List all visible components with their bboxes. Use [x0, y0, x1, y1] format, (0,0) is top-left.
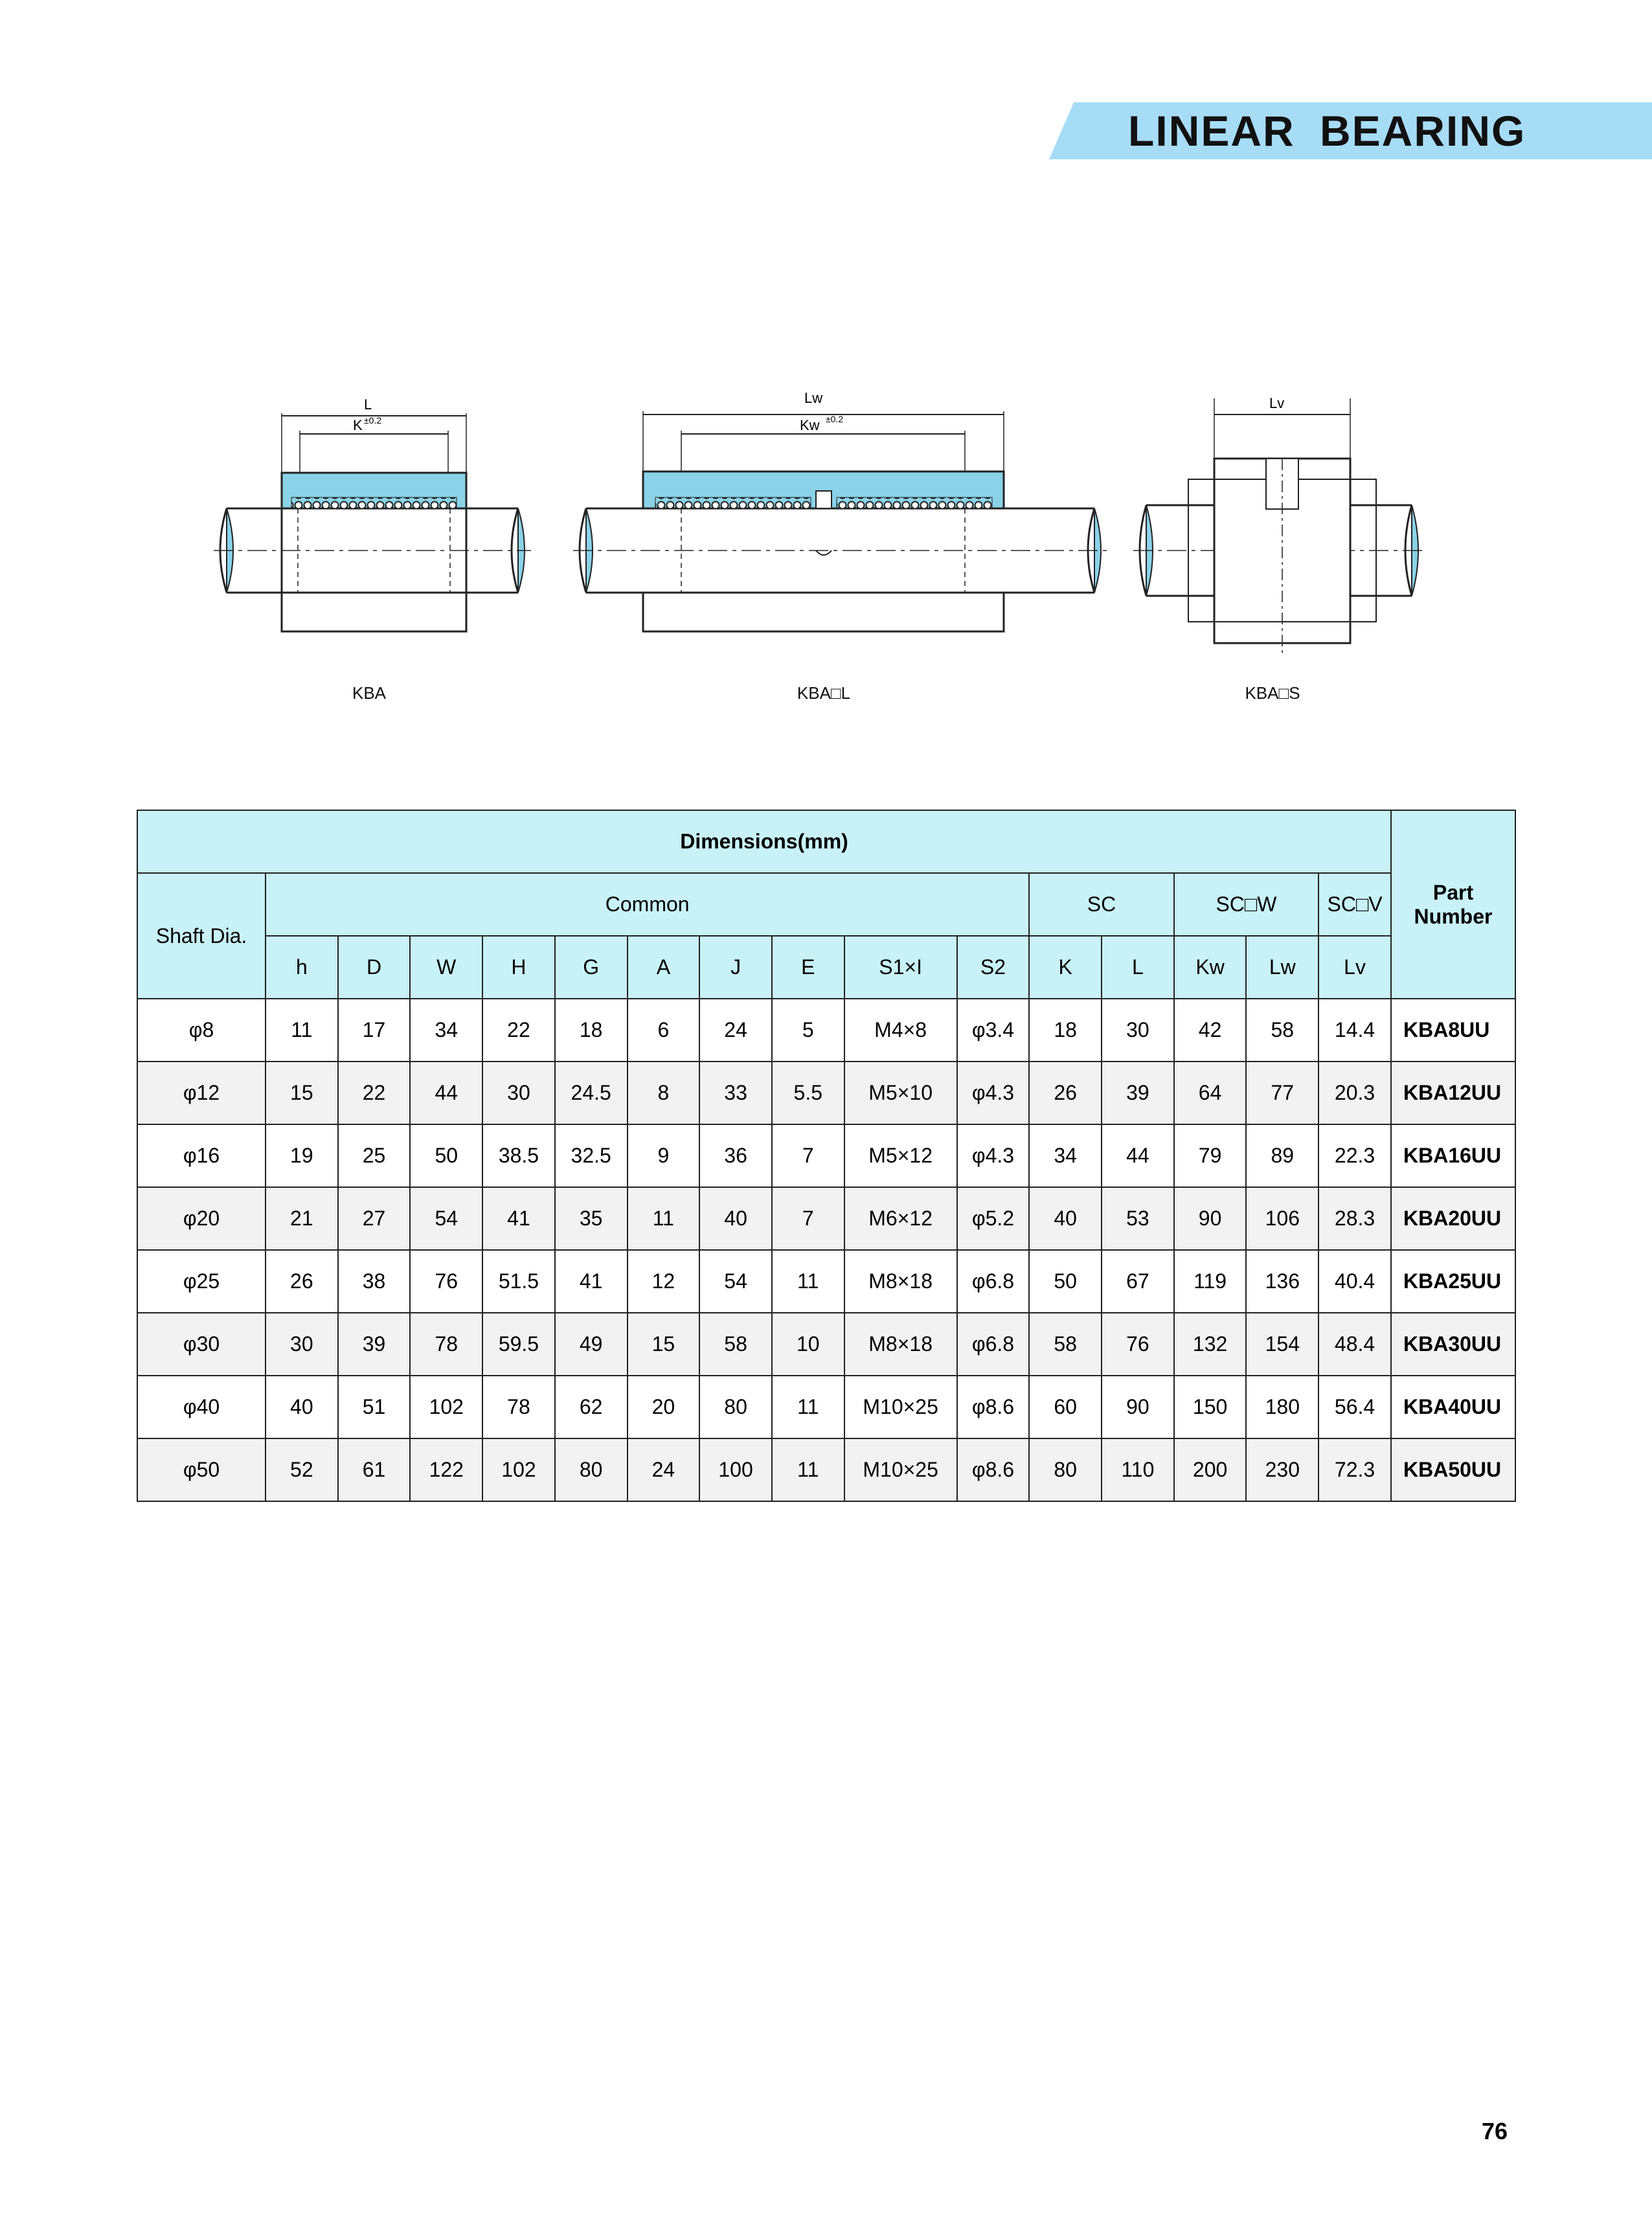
column-header: S2: [957, 936, 1030, 999]
dimension-cell: 26: [266, 1250, 338, 1313]
technical-drawings: [194, 376, 1444, 712]
dimension-cell: M4×8: [844, 999, 957, 1062]
dimension-cell: 64: [1174, 1062, 1247, 1124]
table-row: [137, 1376, 1515, 1438]
dimension-cell: M6×12: [844, 1187, 957, 1250]
dimension-cell: 50: [410, 1124, 482, 1187]
dimension-cell: 11: [266, 999, 338, 1062]
group-scv: SC□V: [1318, 873, 1391, 936]
dimension-cell: φ5.2: [957, 1187, 1030, 1250]
dimension-cell: 40: [266, 1376, 338, 1438]
dimension-cell: M5×12: [844, 1124, 957, 1187]
dimension-cell: 41: [482, 1187, 555, 1250]
dimension-cell: 26: [1029, 1062, 1102, 1124]
figure-label-kbas: KBA□S: [1245, 683, 1300, 703]
dimension-cell: φ6.8: [957, 1250, 1030, 1313]
dimension-cell: M5×10: [844, 1062, 957, 1124]
dimension-cell: 11: [772, 1376, 844, 1438]
dimension-cell: 5.5: [772, 1062, 844, 1124]
dimension-cell: 40: [1029, 1187, 1102, 1250]
group-sc: SC: [1029, 873, 1173, 936]
dimension-cell: 38: [338, 1250, 411, 1313]
kbal-drawing: [573, 390, 1107, 631]
dimension-cell: 154: [1246, 1313, 1318, 1376]
dimensions-table: [137, 810, 1516, 1502]
dimension-cell: 34: [1029, 1124, 1102, 1187]
dimension-cell: 21: [266, 1187, 338, 1250]
column-header: L: [1102, 936, 1174, 999]
dimension-cell: φ4.3: [957, 1124, 1030, 1187]
dimension-cell: 58: [1029, 1313, 1102, 1376]
shaft-dia-cell: φ20: [137, 1187, 266, 1250]
dimension-cell: 15: [266, 1062, 338, 1124]
dimension-cell: 89: [1246, 1124, 1318, 1187]
dimension-cell: 7: [772, 1187, 844, 1250]
dimension-cell: 119: [1174, 1250, 1247, 1313]
dimension-cell: 200: [1174, 1438, 1247, 1501]
dimension-cell: 180: [1246, 1376, 1318, 1438]
dimension-cell: 7: [772, 1124, 844, 1187]
dimension-cell: φ6.8: [957, 1313, 1030, 1376]
dimension-cell: 18: [1029, 999, 1102, 1062]
dimension-cell: 30: [482, 1062, 555, 1124]
dimension-cell: M8×18: [844, 1313, 957, 1376]
dimension-cell: M10×25: [844, 1438, 957, 1501]
shaft-dia-cell: φ8: [137, 999, 266, 1062]
column-header: S1×I: [844, 936, 957, 999]
dimension-cell: 80: [699, 1376, 772, 1438]
column-header: E: [772, 936, 844, 999]
dimension-cell: 72.3: [1318, 1438, 1391, 1501]
dimension-cell: 35: [555, 1187, 628, 1250]
part-number-cell: KBA25UU: [1391, 1250, 1515, 1313]
dimension-cell: 60: [1029, 1376, 1102, 1438]
column-header: H: [482, 936, 555, 999]
dimension-cell: 18: [555, 999, 628, 1062]
dimension-cell: 33: [699, 1062, 772, 1124]
shaft-dia-cell: φ40: [137, 1376, 266, 1438]
dimension-cell: 76: [410, 1250, 482, 1313]
part-number-header: [1391, 810, 1515, 999]
group-scw: SC□W: [1174, 873, 1318, 936]
shaft-dia-cell: φ16: [137, 1124, 266, 1187]
shaft-dia-cell: φ12: [137, 1062, 266, 1124]
table-row: [137, 1124, 1515, 1187]
dimension-cell: 58: [1246, 999, 1318, 1062]
dimension-cell: 102: [482, 1438, 555, 1501]
table-row: [137, 999, 1515, 1062]
dimension-cell: 28.3: [1318, 1187, 1391, 1250]
dimension-cell: 54: [410, 1187, 482, 1250]
dimension-cell: 40.4: [1318, 1250, 1391, 1313]
dimension-cell: 79: [1174, 1124, 1247, 1187]
dimension-cell: 44: [410, 1062, 482, 1124]
dimension-cell: 62: [555, 1376, 628, 1438]
dimension-cell: 11: [772, 1250, 844, 1313]
shaft-dia-header: Shaft Dia.: [137, 873, 266, 999]
dimension-cell: M8×18: [844, 1250, 957, 1313]
dimension-cell: 90: [1102, 1376, 1174, 1438]
figure-label-kbal: KBA□L: [797, 683, 851, 703]
dimension-cell: 78: [482, 1376, 555, 1438]
shaft-dia-cell: φ30: [137, 1313, 266, 1376]
dimension-cell: 48.4: [1318, 1313, 1391, 1376]
page-number: 76: [1482, 2118, 1508, 2144]
dimension-cell: 12: [628, 1250, 700, 1313]
kba-dim-tol: ±0.2: [364, 415, 382, 426]
dimension-cell: M10×25: [844, 1376, 957, 1438]
dimension-cell: 50: [1029, 1250, 1102, 1313]
part-header-line1: Part: [1432, 880, 1474, 904]
kbal-dim-kw: Kw: [800, 417, 820, 433]
kbal-dim-lw: Lw: [804, 390, 823, 406]
bearing-drawings: [194, 376, 1444, 712]
dimension-cell: φ8.6: [957, 1438, 1030, 1501]
dimension-cell: 24.5: [555, 1062, 628, 1124]
dimension-cell: 34: [410, 999, 482, 1062]
column-header: Kw: [1174, 936, 1247, 999]
dimension-cell: 61: [338, 1438, 411, 1501]
dimension-cell: 90: [1174, 1187, 1247, 1250]
column-header: K: [1029, 936, 1102, 999]
dimension-cell: 40: [699, 1187, 772, 1250]
table-row: [137, 1438, 1515, 1501]
dimension-cell: 59.5: [482, 1313, 555, 1376]
dimension-cell: 5: [772, 999, 844, 1062]
dimension-cell: 136: [1246, 1250, 1318, 1313]
dimension-cell: 42: [1174, 999, 1247, 1062]
column-header: J: [699, 936, 772, 999]
dimension-cell: 24: [628, 1438, 700, 1501]
column-header: h: [266, 936, 338, 999]
dimension-cell: 36: [699, 1124, 772, 1187]
dimension-cell: φ4.3: [957, 1062, 1030, 1124]
part-number-cell: KBA8UU: [1391, 999, 1515, 1062]
dimension-cell: 19: [266, 1124, 338, 1187]
table-row: [137, 1062, 1515, 1124]
dimension-cell: 76: [1102, 1313, 1174, 1376]
part-number-cell: KBA16UU: [1391, 1124, 1515, 1187]
dimension-cell: 44: [1102, 1124, 1174, 1187]
dimension-cell: 78: [410, 1313, 482, 1376]
dimension-cell: 20.3: [1318, 1062, 1391, 1124]
dimension-cell: 53: [1102, 1187, 1174, 1250]
table-title: Dimensions(mm): [137, 810, 1391, 873]
part-header-line2: Number: [1414, 904, 1493, 928]
dimension-cell: 58: [699, 1313, 772, 1376]
dimension-cell: φ8.6: [957, 1376, 1030, 1438]
dimension-cell: 38.5: [482, 1124, 555, 1187]
table-row: [137, 1313, 1515, 1376]
kbas-drawing: [1133, 395, 1425, 654]
dimension-cell: 22: [338, 1062, 411, 1124]
part-number-cell: KBA20UU: [1391, 1187, 1515, 1250]
dimension-cell: 49: [555, 1313, 628, 1376]
kba-dim-k: K: [353, 417, 363, 433]
dimension-cell: 56.4: [1318, 1376, 1391, 1438]
kba-dim-l: L: [364, 396, 372, 413]
dimension-cell: 77: [1246, 1062, 1318, 1124]
column-header: Lv: [1318, 936, 1391, 999]
shaft-dia-cell: φ25: [137, 1250, 266, 1313]
dimension-cell: 122: [410, 1438, 482, 1501]
dimension-cell: 230: [1246, 1438, 1318, 1501]
column-header: Lw: [1246, 936, 1318, 999]
table-row: [137, 1187, 1515, 1250]
dimension-cell: 80: [555, 1438, 628, 1501]
dimension-cell: 39: [1102, 1062, 1174, 1124]
group-common: Common: [266, 873, 1029, 936]
table-row: [137, 1250, 1515, 1313]
dimension-cell: 17: [338, 999, 411, 1062]
page-title: LINEAR BEARING: [1128, 107, 1526, 155]
kbas-dim-lv: Lv: [1269, 395, 1285, 411]
part-number-cell: KBA40UU: [1391, 1376, 1515, 1438]
dimension-cell: 30: [1102, 999, 1174, 1062]
dimension-cell: 9: [628, 1124, 700, 1187]
kbal-dim-tol: ±0.2: [826, 414, 844, 424]
shaft-dia-cell: φ50: [137, 1438, 266, 1501]
dimension-cell: 22.3: [1318, 1124, 1391, 1187]
dimension-cell: 8: [628, 1062, 700, 1124]
dimension-cell: 32.5: [555, 1124, 628, 1187]
dimension-cell: 11: [772, 1438, 844, 1501]
dimension-cell: 22: [482, 999, 555, 1062]
dimension-cell: 6: [628, 999, 700, 1062]
dimension-cell: 20: [628, 1376, 700, 1438]
dimension-cell: 102: [410, 1376, 482, 1438]
dimension-cell: 100: [699, 1438, 772, 1501]
dimension-cell: 15: [628, 1313, 700, 1376]
column-header: G: [555, 936, 628, 999]
dimension-cell: 41: [555, 1250, 628, 1313]
dimension-cell: 39: [338, 1313, 411, 1376]
dimension-cell: 54: [699, 1250, 772, 1313]
dimension-cell: 80: [1029, 1438, 1102, 1501]
dimension-cell: 27: [338, 1187, 411, 1250]
dimension-cell: 132: [1174, 1313, 1247, 1376]
dimension-cell: 25: [338, 1124, 411, 1187]
dimension-cell: 106: [1246, 1187, 1318, 1250]
part-number-cell: KBA50UU: [1391, 1438, 1515, 1501]
column-header: A: [628, 936, 700, 999]
dimension-cell: 67: [1102, 1250, 1174, 1313]
part-number-cell: KBA12UU: [1391, 1062, 1515, 1124]
part-number-cell: KBA30UU: [1391, 1313, 1515, 1376]
figure-label-kba: KBA: [352, 683, 387, 703]
header-banner: [1049, 102, 1652, 159]
column-header: W: [410, 936, 482, 999]
dimension-cell: 51.5: [482, 1250, 555, 1313]
dimension-cell: 14.4: [1318, 999, 1391, 1062]
dimension-cell: 51: [338, 1376, 411, 1438]
dimension-cell: 11: [628, 1187, 700, 1250]
kba-drawing: [214, 396, 531, 631]
dimension-cell: 110: [1102, 1438, 1174, 1501]
dimension-cell: 52: [266, 1438, 338, 1501]
column-header: D: [338, 936, 411, 999]
dimension-cell: 150: [1174, 1376, 1247, 1438]
dimension-cell: 30: [266, 1313, 338, 1376]
dimension-cell: 24: [699, 999, 772, 1062]
dimension-cell: φ3.4: [957, 999, 1030, 1062]
dimension-cell: 10: [772, 1313, 844, 1376]
